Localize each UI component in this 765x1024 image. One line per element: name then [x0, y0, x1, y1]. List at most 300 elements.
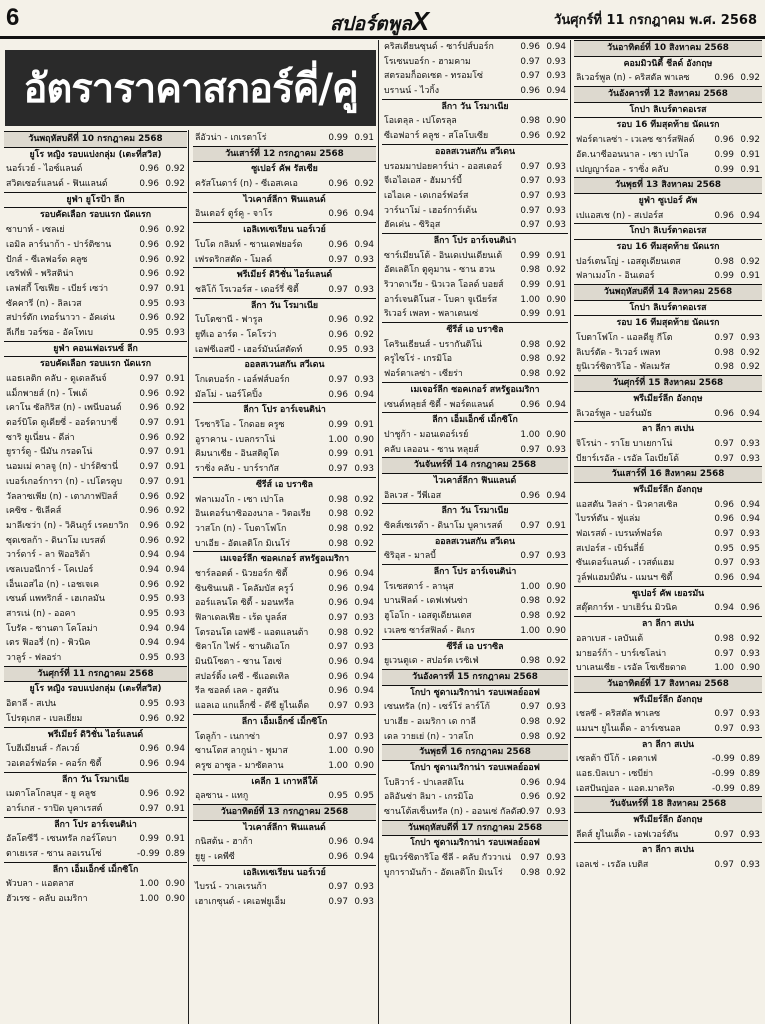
column-divider	[570, 40, 571, 1024]
match-teams: ฟลาเมงโก - เซา เปาโล	[195, 494, 284, 505]
match-row	[193, 730, 376, 745]
match-row	[193, 744, 376, 759]
even-price: 0.93	[546, 176, 566, 187]
odd-price: 0.97	[328, 464, 348, 475]
match-teams: ซัคคารี (n) - ลิลเวส	[6, 298, 82, 309]
match-teams: แมนฯ ยูไนเต็ด - อาร์เซนอล	[576, 723, 681, 734]
even-price: 0.93	[546, 161, 566, 172]
match-teams: อาร์เจนติโนส - โบคา จูเนียร์ส	[384, 294, 498, 305]
date-heading: วันอังคารที่ 15 กรกฎาคม 2568	[382, 669, 568, 685]
match-teams: กนิสต้น - ฮาก้า	[195, 837, 253, 848]
league-heading: โกปา ซูดาเมริกาน่า รอบเพลย์ออฟ	[382, 760, 568, 776]
even-price: 0.91	[165, 447, 185, 458]
odd-price: 0.96	[139, 164, 159, 175]
match-teams: เอฟซีเอสบี - เฮอร์มันน์สตัดท์	[195, 344, 303, 355]
odd-price: 0.98	[714, 362, 734, 373]
odd-price: 0.97	[714, 648, 734, 659]
match-row	[574, 437, 762, 452]
match-row	[4, 445, 187, 460]
match-row	[574, 407, 762, 422]
league-heading: เอลิเทเซเรียน นอร์เวย์	[193, 865, 376, 881]
odd-price: 0.96	[328, 389, 348, 400]
match-row	[193, 507, 376, 522]
league-heading: โกปา ลิเบร์ตาดอเรส	[574, 300, 762, 316]
match-row	[382, 278, 568, 293]
odd-price: 0.96	[328, 657, 348, 668]
league-heading: โกปา ลิเบร์ตาดอเรส	[574, 102, 762, 118]
match-teams: ยูราร์ดู - นีมัน กรอดโน่	[6, 447, 93, 458]
match-row	[574, 661, 762, 676]
match-row	[4, 742, 187, 757]
league-heading: ลา ลีกา สเปน	[574, 616, 762, 632]
even-price: 0.94	[165, 744, 185, 755]
odd-price: 1.00	[714, 663, 734, 674]
match-row	[574, 828, 762, 843]
even-price: 0.89	[740, 754, 760, 765]
odd-price: 0.98	[520, 265, 540, 276]
odd-price: 0.98	[714, 347, 734, 358]
match-teams: เฟรดริกสตัด - โมลด์	[195, 254, 272, 265]
match-teams: เอลเช่ - เรอัล เบติส	[576, 860, 649, 871]
even-price: 0.91	[740, 164, 760, 175]
odd-price: 0.97	[328, 284, 348, 295]
match-row	[382, 776, 568, 791]
date-heading: วันพฤหัสบดีที่ 17 กรกฎาคม 2568	[382, 820, 568, 836]
match-teams: อูราคาน - เบลกราโน่	[195, 434, 276, 445]
odd-price: 0.97	[714, 723, 734, 734]
odd-price: 0.99	[714, 149, 734, 160]
match-row	[193, 880, 376, 895]
match-row	[382, 307, 568, 322]
match-teams: ฟอเรสต์ - เบรนท์ฟอร์ด	[576, 529, 663, 539]
odd-price: 0.97	[520, 853, 540, 864]
match-teams: ฟลาเมงโก - อินเตอร์	[576, 271, 655, 282]
even-price: 0.91	[165, 283, 185, 294]
even-price: 0.94	[740, 210, 760, 221]
odd-price: 0.97	[328, 701, 348, 712]
match-row	[193, 343, 376, 358]
match-teams: โบโด กลิมท์ - ซานเดฟยอร์ด	[195, 239, 303, 250]
league-heading: ไวเคาส์ลีกา ฟินแลนด์	[382, 473, 568, 489]
league-heading: เมเจอร์ลีก ซอคเกอร์ สหรัฐอเมริกา	[382, 382, 568, 398]
league-heading: ยูฟ่า ซูเปอร์ คัพ	[574, 193, 762, 209]
match-row	[4, 401, 187, 416]
even-price: 0.91	[546, 309, 566, 320]
match-teams: นอมเม่ คาลจู (n) - ปาร์ดิซานี่	[6, 462, 118, 473]
odd-price: 0.97	[328, 254, 348, 265]
league-heading: คอมมิวนิตี้ ชีลด์ อังกฤษ	[574, 56, 762, 72]
odd-price: 0.98	[328, 538, 348, 549]
even-price: 0.91	[354, 420, 374, 431]
match-row	[574, 722, 762, 737]
match-row	[574, 601, 762, 616]
league-heading: ซูเปอร์ คัพ เยอรมัน	[574, 586, 762, 602]
league-heading: พรีเมียร์ ดิวิชั่น ไอร์แลนด์	[193, 267, 376, 283]
match-row	[574, 163, 762, 178]
league-heading: ยูฟ่า ยูโรป้า ลีก	[4, 192, 187, 208]
date-heading: วันศุกร์ที่ 11 กรกฎาคม 2568	[4, 666, 187, 682]
odd-price: 0.97	[139, 476, 159, 487]
match-row	[4, 267, 187, 282]
odd-price: -0.99	[712, 783, 735, 794]
odd-price: 0.96	[714, 135, 734, 146]
match-teams: เคาโน ซัลกิริส (n) - เพนีบอนด์	[6, 403, 122, 414]
match-teams: โบลิวาร์ - ปาเลสติโน	[384, 777, 464, 788]
odd-price: 0.96	[520, 490, 540, 501]
even-price: 0.93	[354, 344, 374, 355]
odd-price: 0.98	[520, 596, 540, 607]
even-price: 0.94	[165, 564, 185, 575]
match-row	[4, 431, 187, 446]
match-row	[4, 622, 187, 637]
odd-price: 0.96	[328, 329, 348, 340]
match-teams: บูการามันก้า - อัตเลติโก มิเนโร่	[384, 867, 503, 878]
odd-price: 0.97	[714, 558, 734, 569]
odd-price: 1.00	[139, 879, 159, 890]
odd-price: 0.99	[520, 250, 540, 261]
issue-date: วันศุกร์ที่ 11 กรกฎาคม พ.ศ. 2568	[554, 13, 757, 28]
odd-price: 0.95	[139, 298, 159, 309]
match-row	[193, 895, 376, 910]
even-price: 0.92	[740, 633, 760, 644]
odd-price: -0.99	[712, 769, 735, 779]
even-price: 0.93	[740, 529, 760, 539]
league-heading: พรีเมียร์ ดิวิชั่น ไอร์แลนด์	[4, 727, 187, 743]
match-row	[382, 367, 568, 382]
even-price: 0.92	[165, 713, 185, 724]
odd-price: 1.00	[520, 581, 540, 592]
even-price: 0.94	[740, 499, 760, 510]
match-teams: เปแอสเช (n) - สเปอร์ส	[576, 210, 664, 221]
league-heading: ไวเคาส์ลีกา ฟินแลนด์	[193, 192, 376, 208]
match-teams: ซาร์เมียนโต้ - อินเดเปนเดียนเต้	[384, 250, 503, 261]
match-row	[4, 311, 187, 326]
match-row	[382, 174, 568, 189]
league-heading: ลีกา วัน โรมาเนีย	[4, 772, 187, 788]
match-row	[4, 297, 187, 312]
even-price: 0.92	[546, 611, 566, 622]
odd-price: 0.97	[714, 333, 734, 344]
even-price: 0.91	[165, 476, 185, 487]
date-heading: วันอังคารที่ 12 สิงหาคม 2568	[574, 86, 762, 102]
odd-price: 0.97	[139, 374, 159, 384]
odd-price: 0.98	[520, 731, 540, 742]
even-price: 0.93	[546, 205, 566, 216]
league-heading: ยูฟ่า คอนเฟอเรนซ์ ลีก	[4, 341, 187, 357]
match-row	[574, 858, 762, 873]
match-row	[193, 567, 376, 582]
match-row	[574, 360, 762, 375]
date-heading: วันพฤหัสบดีที่ 10 กรกฎาคม 2568	[4, 131, 187, 147]
even-price: 0.94	[354, 583, 374, 594]
match-teams: ลีดส์ ยูไนเต็ด - เอฟเวอร์ตัน	[576, 829, 679, 840]
match-row	[382, 549, 568, 564]
match-teams: วาสโก (n) - โบตาโฟโก	[195, 523, 287, 534]
match-row	[382, 730, 568, 745]
match-teams: มินนิโซตา - ซาน โฮเซ่	[195, 657, 282, 668]
odd-price: 0.97	[714, 529, 734, 539]
match-row	[574, 782, 762, 797]
match-teams: แอธเลติก คลับ - ดูเดลลันจ์	[6, 374, 107, 384]
match-row	[193, 177, 376, 192]
league-heading: ลีกา โปร อาร์เจนติน่า	[382, 233, 568, 249]
match-teams: เอมิล ลาร์นาก้า - ปาร์ติซาน	[6, 239, 112, 250]
league-heading: เคลีก 1 เกาหลีใต้	[193, 774, 376, 790]
match-teams: เปญญาร์อล - ราซิ่ง คลับ	[576, 164, 669, 175]
match-teams: สตรอมก็อดเซต - ทรอมโซ่	[384, 71, 483, 82]
even-price: 0.92	[740, 256, 760, 267]
match-row	[382, 609, 568, 624]
odd-price: 0.99	[328, 133, 348, 143]
match-teams: เชลซี - คริสตัล พาเลซ	[576, 709, 661, 720]
odd-price: 0.99	[139, 834, 159, 845]
match-teams: ซิคส์เซเรด้า - ดินาโม บูคาเรสต์	[384, 521, 503, 531]
page-header	[0, 0, 765, 44]
match-row	[193, 789, 376, 804]
match-teams: ปาชูก้า - มอนเตอร์เรย์	[384, 429, 469, 440]
odd-price: 0.97	[520, 56, 540, 67]
match-teams: โครินเธียนส์ - บรากันติโน่	[384, 339, 483, 350]
even-price: 0.93	[354, 464, 374, 475]
even-price: 0.94	[546, 490, 566, 501]
odd-price: 0.95	[714, 543, 734, 554]
date-heading: วันจันทร์ที่ 14 กรกฎาคม 2568	[382, 457, 568, 473]
league-heading: โกปา ลิเบร์ตาดอเรส	[574, 223, 762, 239]
even-price: 0.92	[165, 520, 185, 531]
match-row	[382, 218, 568, 233]
match-teams: วาร์นาโม่ - เฮอร์การ์เด้น	[384, 205, 477, 216]
even-price: 0.91	[546, 521, 566, 531]
odd-price: 0.97	[714, 829, 734, 840]
match-teams: ลิเบร์ตัด - ริเวอร์ เพลท	[576, 347, 661, 358]
odd-price: 0.98	[328, 494, 348, 505]
date-heading: วันเสาร์ที่ 16 สิงหาคม 2568	[574, 466, 762, 482]
match-row	[382, 580, 568, 595]
league-heading: โกปา ซูดาเมริกาน่า รอบเพลย์ออฟ	[382, 835, 568, 851]
even-price: 0.93	[354, 613, 374, 623]
odd-price: 0.96	[139, 254, 159, 265]
match-teams: ยูยู - เคพีซี	[195, 852, 235, 862]
match-teams: ซาริ ยูเนี่ยน - ดีล่า	[6, 432, 75, 443]
even-price: 0.90	[354, 746, 374, 757]
even-price: 0.92	[546, 369, 566, 380]
match-teams: ครูไซโร่ - เกรมิโอ	[384, 354, 453, 365]
match-row	[4, 534, 187, 549]
league-heading: พรีเมียร์ลีก อังกฤษ	[574, 391, 762, 407]
match-teams: ซานโตส ลากูน่า - พูมาส	[195, 746, 288, 757]
match-teams: โรซาริโอ - โกดอย ครูซ	[195, 420, 285, 431]
even-price: 0.93	[546, 190, 566, 201]
match-row	[4, 177, 187, 192]
odd-price: 0.99	[714, 164, 734, 175]
match-teams: ลิเวอร์พูล (n) - คริสตัล พาเลซ	[576, 73, 690, 84]
odd-price: 1.00	[328, 746, 348, 757]
match-row	[574, 148, 762, 163]
even-price: 0.95	[740, 543, 760, 554]
odd-price: 1.00	[520, 294, 540, 305]
match-row	[574, 255, 762, 270]
match-row	[4, 697, 187, 712]
odd-price: 0.96	[139, 179, 159, 190]
even-price: 0.93	[354, 375, 374, 385]
match-teams: จิโรน่า - ราโย บาเยกาโน่	[576, 438, 673, 449]
match-teams: ริวาดาเวีย - นิวเวล โอลด์ บอยส์	[384, 280, 504, 290]
league-heading: ลีกา วัน โรมาเนีย	[193, 298, 376, 314]
match-row	[193, 522, 376, 537]
match-teams: เซนต์หลุยส์ ซิตี้ - พอร์ตแลนด์	[384, 399, 494, 410]
league-heading: ลีกา โปร อาร์เจนติน่า	[4, 817, 187, 833]
odd-price: 0.99	[328, 449, 348, 460]
match-row	[382, 594, 568, 609]
match-row	[4, 490, 187, 505]
even-price: 0.93	[740, 453, 760, 464]
even-price: 0.94	[546, 399, 566, 410]
match-row	[193, 596, 376, 611]
match-teams: โบฮีเมียนส์ - กัลเวย์	[6, 744, 80, 755]
match-teams: ออร์แลนโด ซิตี้ - มอนทรีล	[195, 598, 295, 609]
match-row	[4, 802, 187, 817]
match-teams: บรานน์ - ไวกิ้ง	[384, 86, 440, 97]
odd-price: 0.96	[328, 583, 348, 594]
match-row	[382, 249, 568, 264]
match-teams: ฮัวเรซ - คลับ อเมริกา	[6, 894, 88, 905]
match-row	[193, 207, 376, 222]
match-teams: เดล วายเย่ (n) - วาสโก	[384, 731, 474, 742]
match-row	[4, 757, 187, 772]
even-price: 0.92	[354, 315, 374, 326]
match-teams: เซลเบอนีการ์ - โคเปอร์	[6, 564, 94, 575]
even-price: 0.92	[165, 239, 185, 250]
even-price: 0.92	[354, 494, 374, 505]
match-row	[382, 160, 568, 175]
even-price: 0.96	[740, 603, 760, 614]
league-heading: รอบคัดเลือก รอบแรก นัดแรก	[4, 356, 187, 372]
league-heading: ลีกา โปร อาร์เจนติน่า	[193, 402, 376, 418]
match-teams: โตลูก้า - เนกาซ่า	[195, 731, 261, 742]
odd-price: 0.97	[328, 897, 348, 908]
odd-price: 0.98	[328, 509, 348, 520]
odd-price: 0.96	[714, 210, 734, 221]
even-price: 0.92	[165, 789, 185, 800]
odd-price: 1.00	[328, 434, 348, 445]
odd-price: 1.00	[520, 625, 540, 636]
match-teams: โอเตลุล - เปโตรลุล	[384, 116, 457, 127]
even-price: 0.94	[165, 758, 185, 769]
match-row	[193, 313, 376, 328]
match-row	[193, 699, 376, 714]
match-row	[193, 462, 376, 477]
odd-price: 0.96	[714, 408, 734, 419]
even-price: 0.92	[165, 225, 185, 236]
match-row	[574, 346, 762, 361]
odd-price: 0.94	[139, 550, 159, 561]
even-price: 0.90	[546, 294, 566, 305]
even-price: 0.92	[740, 73, 760, 84]
odd-price: 0.96	[328, 598, 348, 609]
match-row	[382, 114, 568, 129]
match-row	[4, 326, 187, 341]
page-title-banner: อัตราราคาสกอร์คี่/คู่	[5, 50, 376, 126]
even-price: 0.92	[165, 388, 185, 399]
match-row	[4, 387, 187, 402]
even-price: 0.92	[165, 432, 185, 443]
even-price: 0.91	[546, 250, 566, 261]
league-heading: ออลสเวนสกัน สวีเดน	[382, 534, 568, 550]
odd-price: 0.97	[139, 283, 159, 294]
even-price: 0.94	[354, 657, 374, 668]
odd-price: 1.00	[328, 760, 348, 771]
match-teams: ฟิลาเดลเฟีย - เร้ด บูลล์ส	[195, 613, 287, 623]
match-row	[4, 460, 187, 475]
match-row	[193, 582, 376, 597]
match-row	[4, 563, 187, 578]
even-price: 0.89	[740, 783, 760, 794]
even-price: 0.92	[165, 535, 185, 546]
even-price: 0.94	[354, 209, 374, 220]
match-row	[382, 338, 568, 353]
league-heading: ลีกา วัน โรมาเนีย	[382, 503, 568, 519]
match-teams: เอสปันญ่อล - แอต.มาดริด	[576, 783, 675, 794]
odd-price: 0.96	[139, 535, 159, 546]
brand-x: X	[411, 6, 430, 36]
odd-price: 0.96	[139, 491, 159, 502]
match-row	[382, 263, 568, 278]
match-teams: เซริฟฟ์ - พริสติน่า	[6, 269, 74, 280]
even-price: 0.92	[165, 491, 185, 502]
match-teams: ชิคาโก ไฟร์ - ซานดิเอโก	[195, 642, 290, 653]
odd-price: 1.00	[139, 894, 159, 905]
match-row	[193, 328, 376, 343]
league-heading: ลา ลีกา สเปน	[574, 842, 762, 858]
match-row	[193, 537, 376, 552]
odd-price: 0.97	[714, 709, 734, 720]
match-teams: สปาร์ตัก เทอร์นาวา - อัคเด่น	[6, 313, 115, 324]
match-teams: บรอมมาปอยคาร์น่า - ออสเตอร์	[384, 161, 503, 172]
odd-price: 0.99	[520, 280, 540, 290]
league-heading: ออลสเวนสกัน สวีเดน	[193, 357, 376, 373]
date-heading: วันอาทิตย์ที่ 10 สิงหาคม 2568	[574, 40, 762, 56]
match-teams: สารเน่ (n) - ออคา	[6, 609, 76, 619]
league-heading: รอบคัดเลือก รอบแรก นัดแรก	[4, 207, 187, 223]
odd-price: 0.96	[139, 313, 159, 324]
match-row	[382, 700, 568, 715]
match-teams: โปรตุเกส - เบลเยียม	[6, 713, 83, 724]
odd-price: 0.95	[139, 609, 159, 619]
date-heading: วันศุกร์ที่ 15 สิงหาคม 2568	[574, 375, 762, 391]
match-row	[574, 767, 762, 782]
even-price: 0.94	[546, 86, 566, 97]
match-teams: ซีเอฟอาร์ คลูช - สโลโบเซีย	[384, 131, 489, 142]
match-teams: ชลิโก้ โรเวอร์ส - เดอร์รี่ ซิตี้	[195, 284, 299, 295]
match-row	[382, 715, 568, 730]
even-price: 0.93	[354, 254, 374, 265]
brand-name: สปอร์ตพูล	[330, 14, 412, 35]
even-price: 0.93	[354, 882, 374, 893]
even-price: 0.93	[165, 298, 185, 309]
even-price: 0.93	[165, 609, 185, 619]
match-teams: เอไอเค - เดเกอร์ฟอร์ส	[384, 190, 469, 201]
date-heading: วันพุธที่ 13 สิงหาคม 2568	[574, 177, 762, 193]
match-row	[574, 209, 762, 224]
even-price: 0.94	[165, 550, 185, 561]
odd-price: 0.97	[520, 71, 540, 82]
league-heading: ซูเปอร์ คัพ รัสเซีย	[193, 161, 376, 177]
even-price: 0.94	[546, 42, 566, 52]
even-price: 0.93	[546, 551, 566, 562]
even-price: 0.94	[165, 623, 185, 634]
match-teams: อินเตอร์ ตูร์คู - จาโร	[195, 209, 273, 220]
odd-price: 0.98	[520, 339, 540, 350]
